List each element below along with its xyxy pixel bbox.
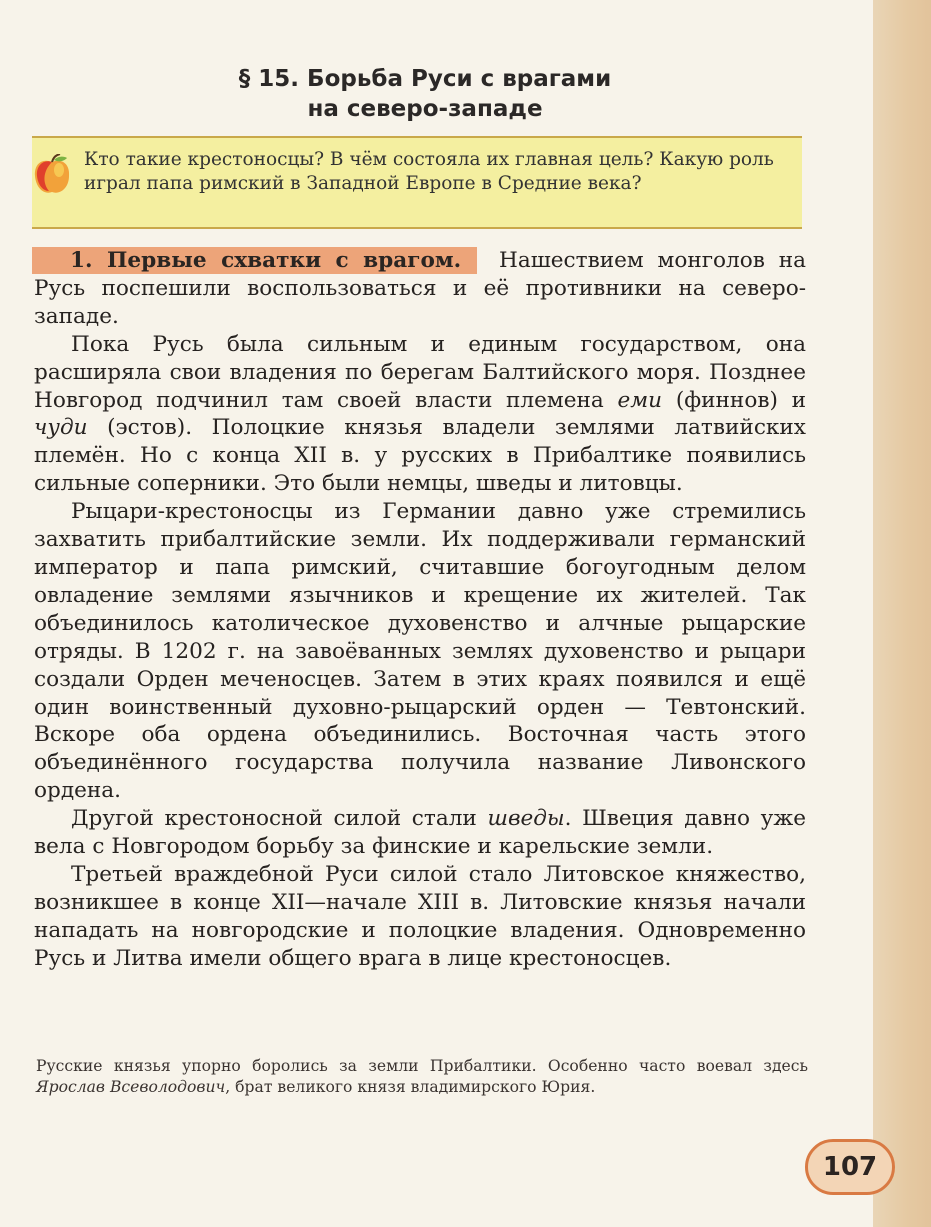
questions-box <box>32 136 802 229</box>
title-line-1: § 15. Борьба Руси с врагами <box>238 66 612 92</box>
paragraph-2-text-a: Пока Русь была сильным и единым государством, она расширяла свои владения по берегам Балтийского моря. Позднее Новгород подчинил там своей власти племена <box>34 331 806 413</box>
paragraph-2 <box>34 331 806 498</box>
paragraph-2-text-b: (финнов) и <box>675 387 806 413</box>
questions-text: Кто такие крестоносцы? В чём состояла их главная цель? Какую роль играл папа римский в Западной Европе в Средние века? <box>84 149 774 194</box>
paragraph-1 <box>34 247 806 331</box>
note-name: Ярослав Всеволодович <box>36 1078 226 1096</box>
term-chudi: чуди <box>34 415 88 441</box>
page-number: 107 <box>805 1139 895 1195</box>
paragraph-4-text-a: Другой крестоносной силой стали <box>71 806 477 832</box>
term-emi: еми <box>617 387 663 413</box>
page-edge-strip <box>873 0 931 1227</box>
paragraph-2-text-c: (эстов). Полоцкие князья владели землями латвийских племён. Но с конца XII в. у русских в Прибалтике появились сильные соперники. Это были немцы, шведы и литовцы. <box>34 415 806 497</box>
main-text <box>34 247 806 973</box>
title-line-2: на северо-западе <box>307 96 543 122</box>
term-shvedy: шведы <box>487 806 565 832</box>
page-title <box>200 64 650 124</box>
paragraph-3: Рыцари-крестоносцы из Германии давно уже стремились захватить прибалтийские земли. Их поддерживали германский император и папа римский, считавшие богоугодным делом овладение землями язычников и крещение их жителей. Так объединилось католическое духовенство и алчные рыцарские отряды. В 1202 г. на завоёванных землях духовенство и рыцари создали Орден меченосцев. Затем в этих краях появился и ещё один воинственный духовно-рыцарский орден — Тевтонский. Вскоре оба ордена объединились. Восточная часть этого объединённого государства получила название Ливонского ордена. <box>34 499 806 804</box>
paragraph-5: Третьей враждебной Руси силой стало Литовское княжество, возникшее в конце XII—начале XIII в. Литовские князья начали нападать на новгородские и полоцкие владения. Одновременно Русь и Литва имели общего врага в лице крестоносцев. <box>34 861 806 971</box>
paragraph-4-text-b: . Швеция давно уже вела с Новгородом борьбу за финские и карельские земли. <box>34 806 806 860</box>
paragraph-4 <box>34 805 806 861</box>
apple-icon <box>32 154 72 196</box>
paragraph-1-text: Нашествием монголов на Русь поспешили воспользоваться и её противники на северо-западе. <box>34 248 806 329</box>
note-text-a: Русские князья упорно боролись за земли Прибалтики. Особенно часто воевал здесь <box>36 1057 808 1075</box>
note-text-b: , брат великого князя владимирского Юрия. <box>225 1078 596 1096</box>
note-text <box>36 1056 808 1098</box>
section-heading: 1. Первые схватки с врагом. <box>32 247 477 274</box>
